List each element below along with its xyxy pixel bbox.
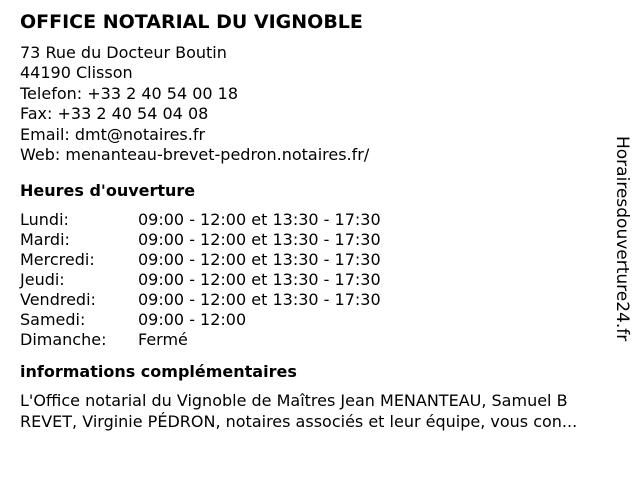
info-line: REVET, Virginie PÉDRON, notaires associés et leur équipe, vous con...: [20, 411, 578, 431]
hours-row: [20, 330, 381, 350]
day-hours: 09:00 - 12:00 et 13:30 - 17:30: [138, 250, 381, 270]
day-hours: 09:00 - 12:00 et 13:30 - 17:30: [138, 270, 381, 290]
day-label: Mercredi:: [20, 250, 95, 270]
hours-heading: Heures d'ouverture: [20, 181, 196, 201]
fax-number: Fax: +33 2 40 54 04 08: [20, 104, 209, 124]
day-label: Vendredi:: [20, 290, 96, 310]
day-hours: 09:00 - 12:00: [138, 310, 247, 330]
info-heading: informations complémentaires: [20, 362, 297, 382]
website: Web: menanteau-brevet-pedron.notaires.fr/: [20, 145, 370, 165]
hours-row: [20, 210, 381, 230]
office-name: OFFICE NOTARIAL DU VIGNOBLE: [20, 11, 363, 33]
day-hours: Fermé: [138, 330, 188, 350]
brand-watermark: Horairesdouverture24.fr: [612, 136, 632, 342]
email-address: Email: dmt@notaires.fr: [20, 124, 206, 144]
hours-row: [20, 310, 381, 330]
day-hours: 09:00 - 12:00 et 13:30 - 17:30: [138, 210, 381, 230]
day-label: Mardi:: [20, 230, 70, 250]
day-label: Lundi:: [20, 210, 69, 230]
opening-hours-table: [20, 210, 381, 350]
office-card: [20, 10, 620, 432]
hours-row: [20, 270, 381, 290]
day-label: Samedi:: [20, 310, 86, 330]
day-label: Jeudi:: [20, 270, 65, 290]
day-hours: 09:00 - 12:00 et 13:30 - 17:30: [138, 290, 381, 310]
day-label: Dimanche:: [20, 330, 107, 350]
day-hours: 09:00 - 12:00 et 13:30 - 17:30: [138, 230, 381, 250]
info-line: L'Office notarial du Vignoble de Maîtres Jean MENANTEAU, Samuel B: [20, 391, 568, 411]
phone-number: Telefon: +33 2 40 54 00 18: [20, 83, 239, 103]
hours-row: [20, 230, 381, 250]
contact-block: [20, 43, 620, 165]
address-street: 73 Rue du Docteur Boutin: [20, 43, 227, 62]
hours-row: [20, 290, 381, 310]
address-city: 44190 Clisson: [20, 63, 133, 83]
info-description: [20, 391, 630, 432]
hours-row: [20, 250, 381, 270]
